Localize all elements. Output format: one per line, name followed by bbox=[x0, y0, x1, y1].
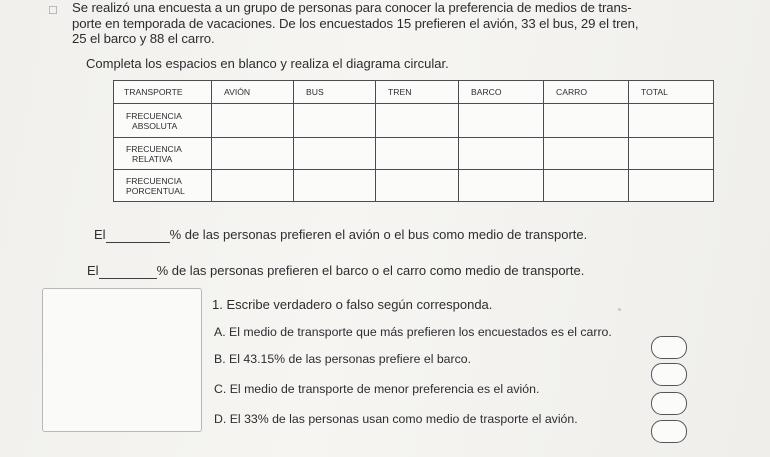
blank-cell[interactable] bbox=[629, 104, 714, 138]
answer-box-b[interactable] bbox=[651, 363, 687, 386]
blank-cell[interactable] bbox=[459, 170, 544, 202]
instruction-text: Completa los espacios en blanco y realiza el diagrama circular. bbox=[86, 56, 449, 71]
row-label: FRECUENCIA RELATIVA bbox=[114, 138, 212, 170]
header-total: TOTAL bbox=[629, 81, 714, 104]
table-row bbox=[114, 170, 714, 202]
blank-cell[interactable] bbox=[294, 138, 376, 170]
blank-cell[interactable] bbox=[212, 104, 294, 138]
blank-cell[interactable] bbox=[544, 104, 629, 138]
blank-cell[interactable] bbox=[376, 104, 459, 138]
row-label: FRECUENCIA ABSOLUTA bbox=[114, 104, 212, 138]
problem-statement bbox=[72, 0, 692, 47]
header-barco: BARCO bbox=[459, 81, 544, 104]
frequency-table bbox=[113, 80, 714, 202]
blank-cell[interactable] bbox=[544, 170, 629, 202]
table-header-row bbox=[114, 81, 714, 104]
row-label: FRECUENCIA PORCENTUAL bbox=[114, 170, 212, 202]
blank-cell[interactable] bbox=[459, 104, 544, 138]
header-tren: TREN bbox=[376, 81, 459, 104]
statement-b: B. El 43.15% de las personas prefiere el barco. bbox=[214, 352, 472, 366]
answer-box-c[interactable] bbox=[651, 392, 687, 415]
true-false-title: 1. Escribe verdadero o falso según corresponda. bbox=[212, 297, 493, 312]
sentence-start: El bbox=[87, 263, 99, 278]
statement-d: D. El 33% de las personas usan como medio de trasporte el avión. bbox=[214, 412, 578, 426]
blank-cell[interactable] bbox=[212, 170, 294, 202]
blank-cell[interactable] bbox=[376, 170, 459, 202]
header-avion: AVIÓN bbox=[212, 81, 294, 104]
blank-cell[interactable] bbox=[294, 104, 376, 138]
checkbox-bullet-icon: ☐ bbox=[48, 5, 58, 17]
intro-line: Se realizó una encuesta a un grupo de personas para conocer la preferencia de medios de trans- bbox=[72, 0, 632, 15]
answer-box-d[interactable] bbox=[651, 420, 687, 443]
fill-blank-sentence-2 bbox=[87, 263, 584, 279]
blank-cell[interactable] bbox=[629, 170, 714, 202]
pie-chart-drawing-area[interactable] bbox=[42, 288, 202, 432]
blank-cell[interactable] bbox=[294, 170, 376, 202]
statement-a: A. El medio de transporte que más prefieren los encuestados es el carro. bbox=[214, 325, 612, 339]
sentence-end: % de las personas prefieren el avión o el bus como medio de transporte. bbox=[169, 227, 588, 242]
statement-c: C. El medio de transporte de menor preferencia es el avión. bbox=[214, 382, 540, 396]
sentence-end: % de las personas prefieren el barco o el carro como medio de transporte. bbox=[156, 263, 585, 278]
intro-line: porte en temporada de vacaciones. De los encuestados 15 prefieren el avión, 33 el bus, 29 el tren, bbox=[72, 15, 639, 31]
fill-blank-sentence-1 bbox=[94, 227, 587, 243]
sentence-start: El bbox=[94, 227, 106, 242]
blank-cell[interactable] bbox=[376, 138, 459, 170]
table-row bbox=[114, 138, 714, 170]
paper-speck bbox=[618, 308, 621, 311]
answer-blank[interactable] bbox=[99, 263, 157, 279]
header-bus: BUS bbox=[294, 81, 376, 104]
table-row bbox=[114, 104, 714, 138]
blank-cell[interactable] bbox=[459, 138, 544, 170]
blank-cell[interactable] bbox=[629, 138, 714, 170]
answer-blank[interactable] bbox=[106, 227, 170, 243]
answer-box-a[interactable] bbox=[651, 336, 687, 359]
blank-cell[interactable] bbox=[212, 138, 294, 170]
blank-cell[interactable] bbox=[544, 138, 629, 170]
intro-line: 25 el barco y 88 el carro. bbox=[72, 31, 215, 46]
header-transporte: TRANSPORTE bbox=[114, 81, 212, 104]
header-carro: CARRO bbox=[544, 81, 629, 104]
